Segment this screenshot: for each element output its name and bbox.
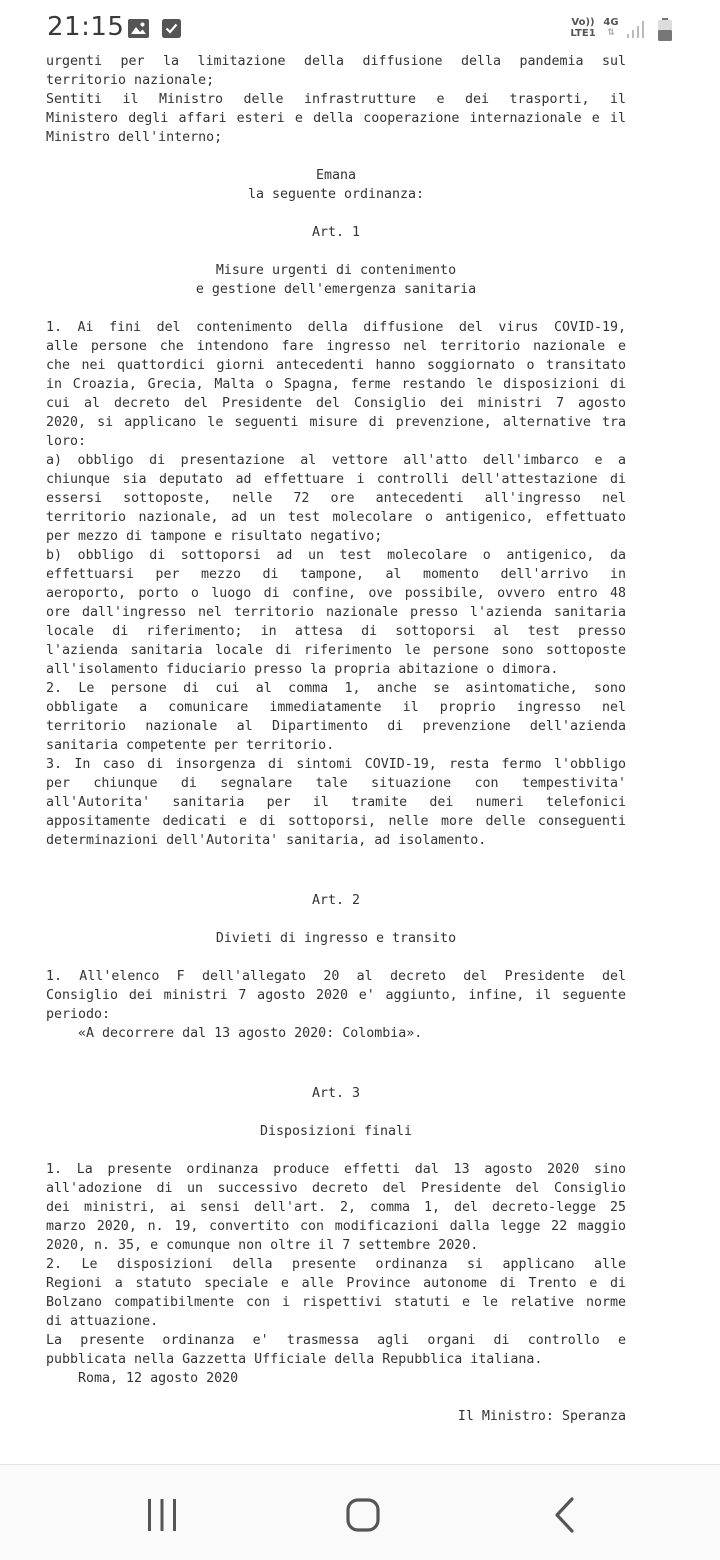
navigation-bar	[0, 1464, 720, 1560]
text-line: che nei quattordici giorni antecedenti hanno soggiornato o transitato	[46, 358, 626, 373]
text-line: 2. Le disposizioni della presente ordinanza si applicano alle	[46, 1257, 626, 1272]
text-line: 3. In caso di insorgenza di sintomi COVID-19, resta fermo l'obbligo	[46, 757, 626, 772]
text-line: cui al decreto del Presidente del Consiglio dei ministri 7 agosto	[46, 396, 626, 411]
text-line: territorio nazionale;	[46, 73, 215, 88]
ordinanza-heading: la seguente ordinanza:	[247, 187, 425, 202]
status-bar	[0, 0, 720, 58]
text-line: «A decorrere dal 13 agosto 2020: Colombia».	[46, 1026, 423, 1041]
text-line: 2020, si applicano le seguenti misure di prevenzione, alternative tra	[46, 415, 626, 430]
text-line: Ministero degli affari esteri e della cooperazione internazionale e il	[46, 111, 626, 126]
text-line: all'adozione di un successivo decreto del Presidente del Consiglio	[46, 1181, 626, 1196]
text-line: 1. All'elenco F dell'allegato 20 al decreto del Presidente del	[46, 969, 626, 984]
volte-icon: Vo)) LTE1	[570, 17, 596, 39]
text-line: all'isolamento fiduciario presso la propria abitazione o dimora.	[46, 662, 559, 677]
text-line: determinazioni dell'Autorita' sanitaria, ad isolamento.	[46, 833, 487, 848]
text-line: all'Autorita' sanitaria per il tramite dei numeri telefonici	[46, 795, 626, 810]
text-line: Roma, 12 agosto 2020	[46, 1371, 239, 1386]
art1-title: e gestione dell'emergenza sanitaria	[195, 282, 477, 297]
text-line: urgenti per la limitazione della diffusione della pandemia sul	[46, 54, 626, 69]
art1-heading: Art. 1	[311, 225, 361, 240]
text-line: alle persone che intendono fare ingresso nel territorio nazionale e	[46, 339, 626, 354]
text-line: b) obbligo di sottoporsi ad un test molecolare o antigenico, da	[46, 548, 626, 563]
text-line: in Croazia, Grecia, Malta o Spagna, ferme restando le disposizioni di	[46, 377, 626, 392]
signal-icon	[626, 19, 646, 39]
art3-heading: Art. 3	[311, 1086, 361, 1101]
gallery-icon	[128, 19, 149, 38]
text-line: Consiglio dei ministri 7 agosto 2020 e' aggiunto, infine, il seguente	[46, 988, 626, 1003]
text-line: essersi sottoposte, nelle 72 ore antecedenti all'ingresso nel	[46, 491, 626, 506]
text-line: Bolzano compatibilmente con i rispettivi statuti e le relative norme	[46, 1295, 626, 1310]
emana-heading: Emana	[315, 168, 357, 183]
text-line: locale di riferimento; in attesa di sottoporsi al test presso	[46, 624, 626, 639]
home-icon[interactable]	[333, 1493, 393, 1537]
text-line: ore dall'ingresso nel territorio nazionale presso l'azienda sanitaria	[46, 605, 626, 620]
text-line: aeroporto, porto o luogo di confine, ove possibile, ovvero entro 48	[46, 586, 626, 601]
text-line: effettuarsi per mezzo di tampone, al momento dell'arrivo in	[46, 567, 626, 582]
network-type-icon: 4G ⇅	[603, 17, 619, 38]
back-icon[interactable]	[535, 1493, 595, 1537]
text-line: di attuazione.	[46, 1314, 159, 1329]
art2-heading: Art. 2	[311, 893, 361, 908]
text-line: l'azienda sanitaria locale di riferimento le persone sono sottoposte	[46, 643, 626, 658]
text-line: a) obbligo di presentazione al vettore all'atto dell'imbarco e a	[46, 453, 626, 468]
text-line: dei ministri, ai sensi dell'art. 2, comma 1, del decreto-legge 25	[46, 1200, 626, 1215]
signature: Il Ministro: Speranza	[457, 1409, 626, 1424]
text-line: loro:	[46, 434, 87, 449]
text-line: 2020, n. 35, e comunque non oltre il 7 settembre 2020.	[46, 1238, 479, 1253]
text-line: chiunque sia deputato ad effettuare i controlli dell'attestazione di	[46, 472, 626, 487]
art2-title: Divieti di ingresso e transito	[215, 931, 457, 946]
document-text	[46, 52, 626, 1426]
check-icon	[162, 19, 181, 38]
recent-apps-icon[interactable]	[132, 1493, 192, 1537]
text-line: 1. Ai fini del contenimento della diffusione del virus COVID-19,	[46, 320, 626, 335]
text-line: sanitaria competente per territorio.	[46, 738, 335, 753]
text-line: 1. La presente ordinanza produce effetti dal 13 agosto 2020 sino	[46, 1162, 626, 1177]
text-line: per chiunque di segnalare tale situazione con tempestivita'	[46, 776, 626, 791]
text-line: per mezzo di tampone e risultato negativo;	[46, 529, 383, 544]
text-line: Regioni a statuto speciale e alle Province autonome di Trento e di	[46, 1276, 626, 1291]
status-time: 21:15	[47, 12, 125, 42]
text-line: territorio nazionale, ad un test molecolare o antigenico, effettuato	[46, 510, 626, 525]
text-line: Sentiti il Ministro delle infrastrutture e dei trasporti, il	[46, 92, 626, 107]
text-line: La presente ordinanza e' trasmessa agli organi di controllo e	[46, 1333, 626, 1348]
text-line: Ministro dell'interno;	[46, 130, 223, 145]
battery-icon	[658, 18, 672, 41]
art1-title: Misure urgenti di contenimento	[215, 263, 457, 278]
text-line: periodo:	[46, 1007, 111, 1022]
text-line: pubblicata nella Gazzetta Ufficiale della Repubblica italiana.	[46, 1352, 543, 1367]
text-line: 2. Le persone di cui al comma 1, anche se asintomatiche, sono	[46, 681, 626, 696]
text-line: appositamente dedicati e di sottoporsi, nelle more delle conseguenti	[46, 814, 626, 829]
text-line: marzo 2020, n. 19, convertito con modificazioni dalla legge 22 maggio	[46, 1219, 626, 1234]
text-line: territorio nazionale al Dipartimento di prevenzione dell'azienda	[46, 719, 626, 734]
art3-title: Disposizioni finali	[259, 1124, 413, 1139]
text-line: obbligate a comunicare immediatamente il proprio ingresso nel	[46, 700, 626, 715]
